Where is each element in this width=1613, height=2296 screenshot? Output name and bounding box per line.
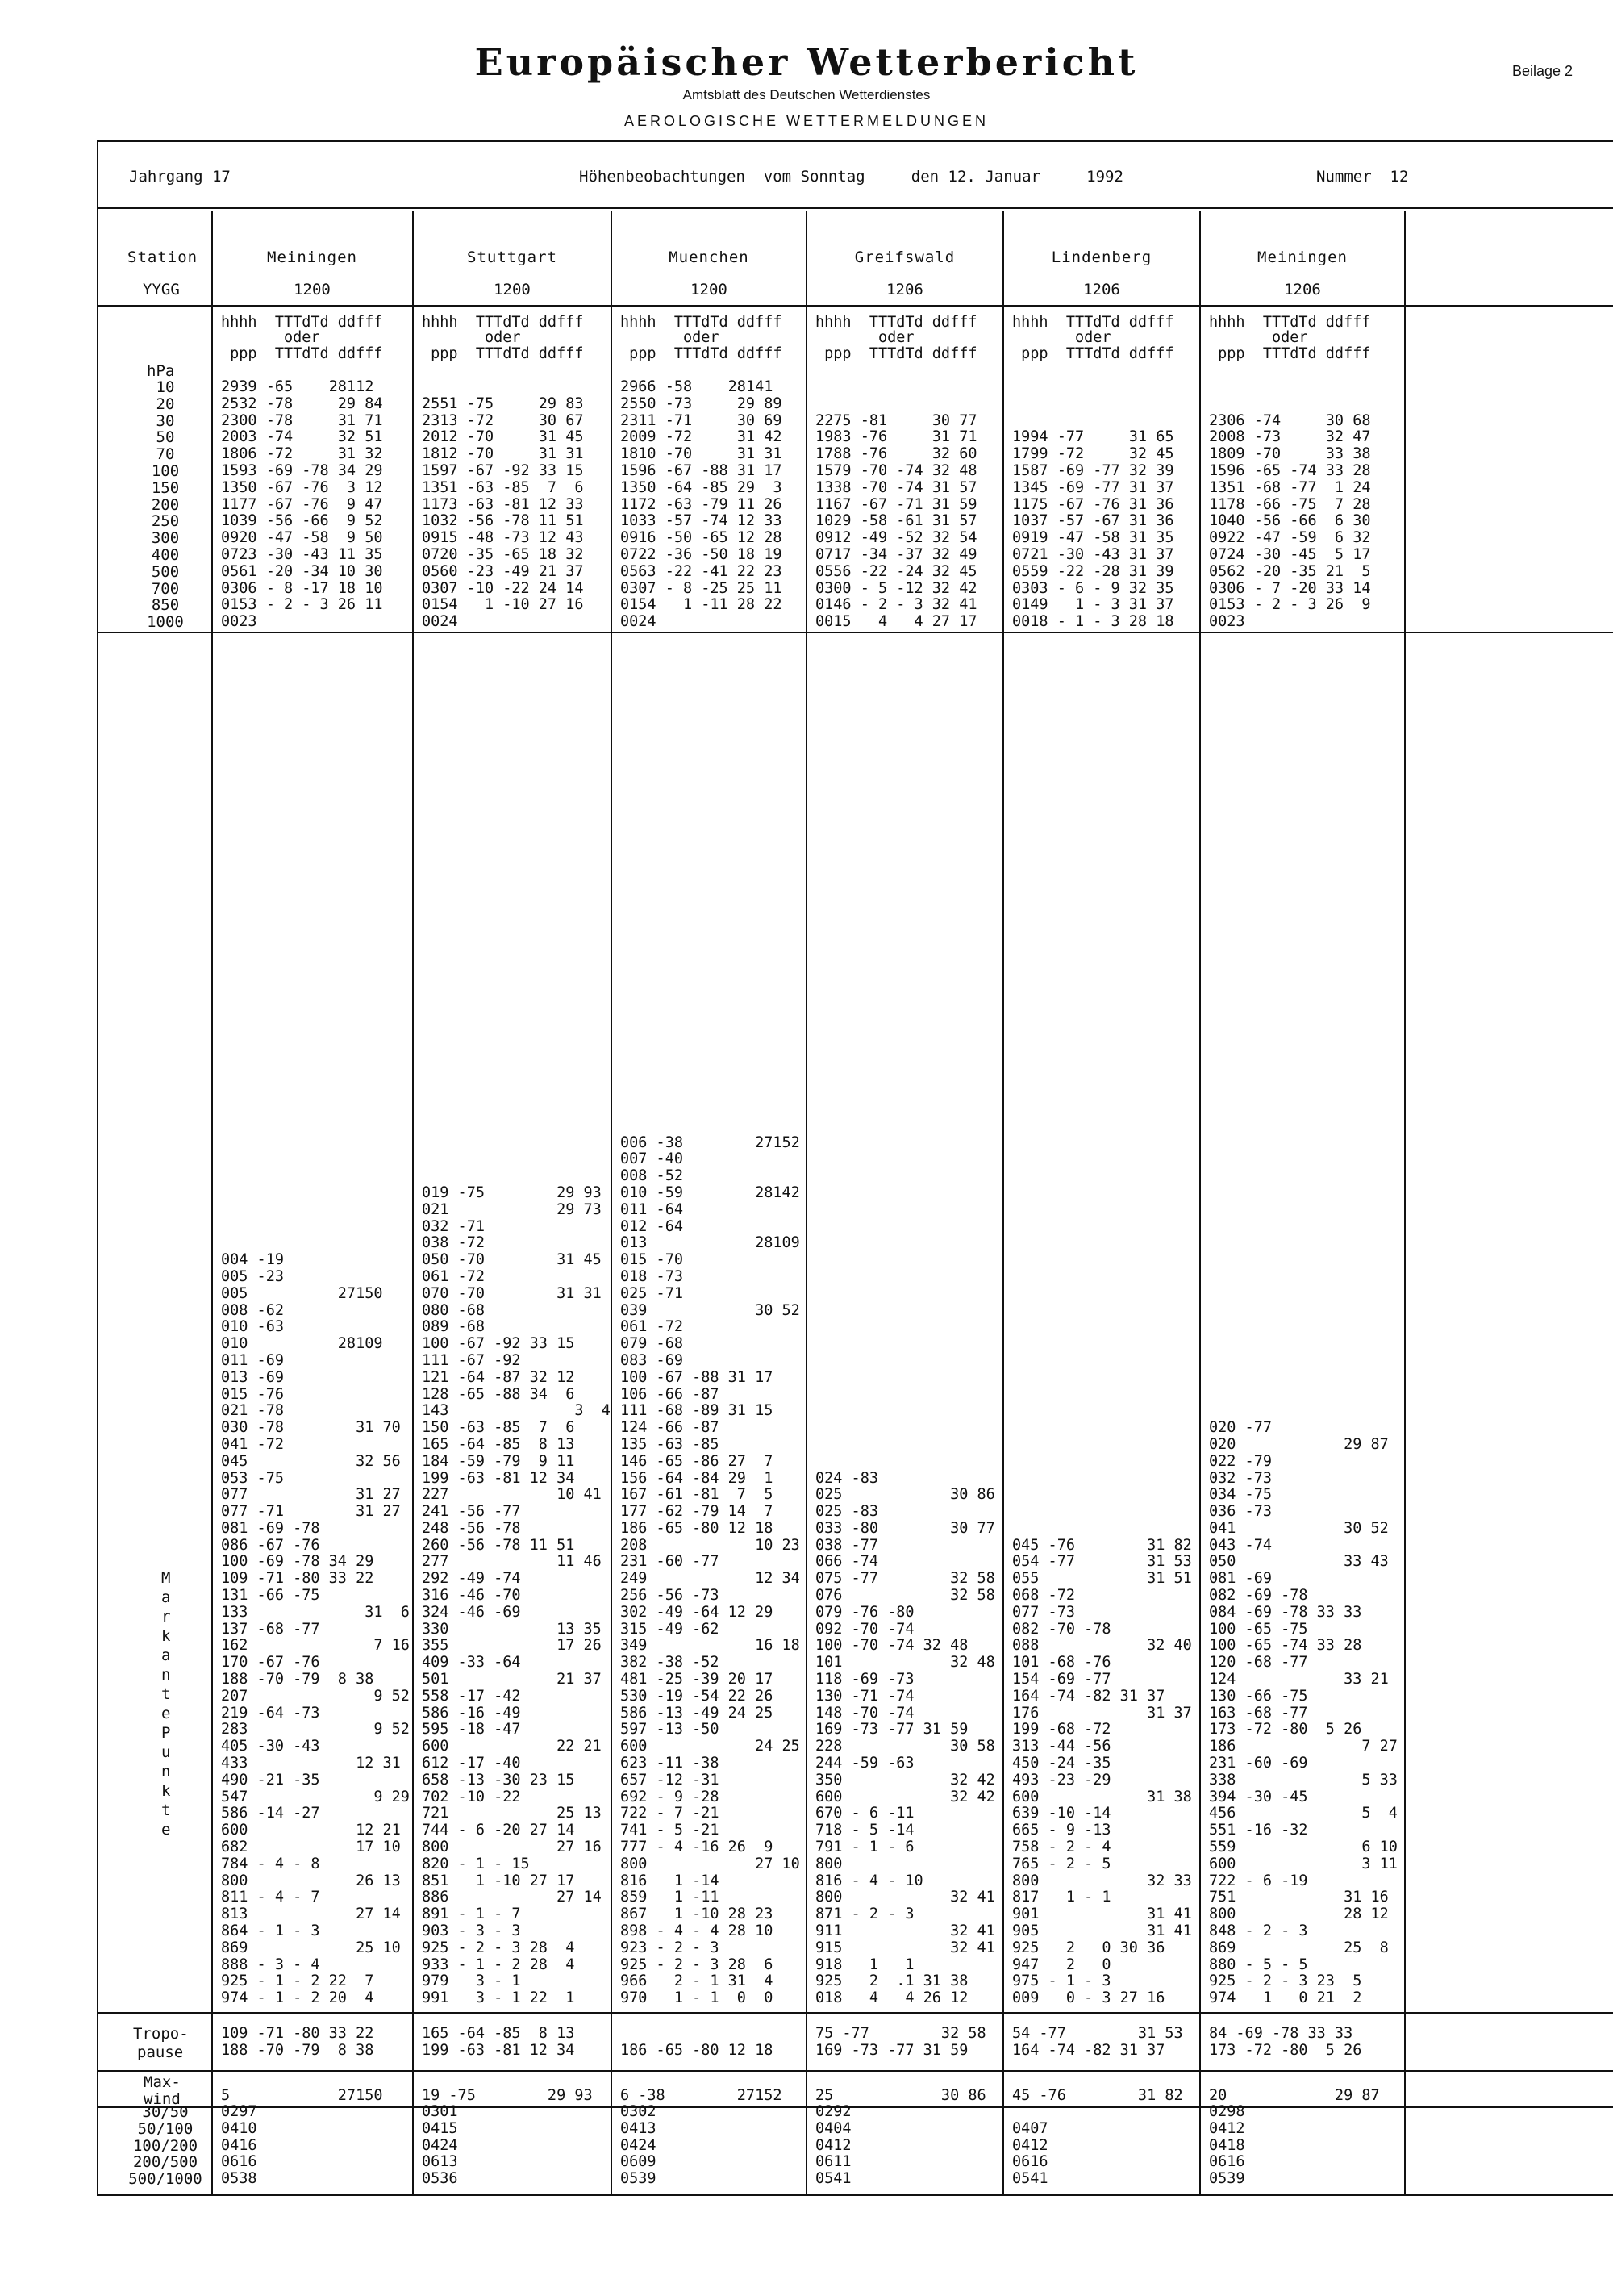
jahrgang: Jahrgang 17	[129, 168, 231, 186]
frame-bottom	[97, 2194, 1613, 2196]
shear-data: 0302 0413 0424 0609 0539	[620, 2103, 656, 2188]
markante-letter: r	[161, 1608, 171, 1626]
column-header-line-3: ppp TTTdTd ddfff	[1012, 345, 1174, 362]
supplement-label: Beilage 2	[1512, 63, 1573, 79]
maxwind-label-1: Max-	[144, 2073, 181, 2091]
document-subtitle: Amtsblatt des Deutschen Wetterdienstes	[682, 87, 931, 102]
observation-date: Höhenbeobachtungen vom Sonntag den 12. Januar 1992	[579, 168, 1123, 186]
col-sep-4	[1002, 211, 1004, 2194]
hdr-divider	[97, 305, 1613, 307]
punkte-letter: t	[161, 1801, 171, 1819]
punkte-letter: u	[161, 1743, 171, 1761]
maxwind-label-2: wind	[144, 2090, 181, 2108]
station-label: Station	[127, 248, 198, 266]
maxwind-data: 25 30 86	[815, 2087, 986, 2104]
col-sep-5	[1199, 211, 1201, 2194]
column-header-line-2: oder	[1209, 329, 1308, 346]
shear-layer-label: 500/1000	[128, 2170, 202, 2189]
column-header-line-3: ppp TTTdTd ddfff	[815, 345, 977, 362]
column-header-line-2: oder	[815, 329, 915, 346]
column-header-line-1: hhhh TTTdTd ddfff	[422, 314, 584, 331]
pressure-level-label: 300	[151, 529, 180, 548]
shear-data: 0407 0412 0616 0541	[1012, 2119, 1048, 2188]
shear-data: 0297 0410 0416 0616 0538	[221, 2103, 257, 2188]
column-header-line-3: ppp TTTdTd ddfff	[221, 345, 383, 362]
pressure-level-label: 10	[156, 378, 175, 396]
pressure-level-label: 700	[151, 579, 180, 598]
shear-data: 0298 0412 0418 0616 0539	[1209, 2103, 1245, 2188]
maxwind-data: 20 29 87	[1209, 2087, 1380, 2104]
pressure-level-label: 70	[156, 445, 175, 464]
station-name: Meiningen	[1257, 248, 1348, 266]
tropopause-data: 165 -64 -85 8 13 199 -63 -81 12 34	[422, 2025, 575, 2059]
pressure-level-label: 200	[151, 495, 180, 514]
station-name: Lindenberg	[1051, 248, 1152, 266]
pressure-level-label: 20	[156, 394, 175, 413]
hpa-label: hPa	[147, 362, 175, 380]
tropopause-label-2: pause	[137, 2043, 184, 2061]
station-name: Muenchen	[669, 248, 749, 266]
tropopause-data: 54 -77 31 53 164 -74 -82 31 37	[1012, 2025, 1183, 2059]
info-divider	[97, 207, 1613, 209]
standard-levels-data: 2966 -58 28141 2550 -73 29 89 2311 -71 30 69 2009 -72 31 42 1810 -70 31 31 1596 -67 -88 31 17 1350 -64 -85 29 3 1172 -63 -79 11 26 1033 -57 -74 12 33 0916 -50 -65 12 28 0722 -36 -50 18 19 0563 -22 -41 22 23 0307 - 8 -25 25 11 0154 1 -11 28 22 0024	[620, 378, 782, 631]
standard-levels-data: 2551 -75 29 83 2313 -72 30 67 2012 -70 31 45 1812 -70 31 31 1597 -67 -92 33 15 1351 -63 -85 7 6 1173 -63 -81 12 33 1032 -56 -78 11 51 0915 -48 -73 12 43 0720 -35 -65 18 32 0560 -23 -49 21 37 0307 -10 -22 24 14 0154 1 -10 27 16 0024	[422, 394, 584, 631]
station-name: Greifswald	[854, 248, 956, 266]
tropopause-label-1: Tropo-	[133, 2025, 189, 2043]
tropopause-data: 109 -71 -80 33 22 188 -70 -79 8 38	[221, 2025, 374, 2059]
yygg-label: YYGG	[143, 281, 180, 298]
station-name: Stuttgart	[467, 248, 557, 266]
document-title: Europäischer Wetterbericht	[474, 40, 1139, 84]
frame-top	[97, 140, 1613, 142]
punkte-letter: k	[161, 1782, 171, 1800]
tropo-divider	[97, 2070, 1613, 2072]
column-header-line-3: ppp TTTdTd ddfff	[422, 345, 584, 362]
punkte-letter: P	[161, 1724, 171, 1742]
sig-divider	[97, 2012, 1613, 2014]
shear-labels	[121, 2104, 210, 2188]
maxwind-divider	[97, 2106, 1613, 2108]
pressure-level-label: 150	[151, 478, 180, 497]
frame-left	[97, 140, 98, 2196]
pressure-level-label: 500	[151, 562, 180, 581]
observation-time: 1200	[690, 281, 727, 298]
shear-data: 0292 0404 0412 0611 0541	[815, 2103, 852, 2188]
column-header-line-2: oder	[620, 329, 719, 346]
tropopause-data: 84 -69 -78 33 33 173 -72 -80 5 26	[1209, 2025, 1362, 2059]
observation-time: 1200	[294, 281, 331, 298]
markante-letter: n	[161, 1666, 171, 1684]
shear-layer-label: 50/100	[137, 2119, 194, 2138]
standard-levels-data: 2939 -65 28112 2532 -78 29 84 2300 -78 31 71 2003 -74 32 51 1806 -72 31 32 1593 -69 -78 34 29 1350 -67 -76 3 12 1177 -67 -76 9 47 1039 -56 -66 9 52 0920 -47 -58 9 50 0723 -30 -43 11 35 0561 -20 -34 10 30 0306 - 8 -17 18 10 0153 - 2 - 3 26 11 0023	[221, 378, 383, 631]
significant-points-data: 045 -76 31 82 054 -77 31 53 055 31 51 068 -72 077 -73 082 -70 -78 088 32 40 101 -68 -76 154 -69 -77 164 -74 -82 31 37 176 31 37 199 -68 -72 313 -44 -56 450 -24 -35 493 -23 -29 600 31 38 639 -10 -14 665 - 9 -13 758 - 2 - 4 765 - 2 - 5 800 32 33 817 1 - 1 901 31 41 905 31 41 925 2 0 30 36 947 2 0 975 - 1 - 3 009 0 - 3 27 16	[1012, 1536, 1192, 2007]
col-sep-2	[611, 211, 612, 2194]
column-header-line-3: ppp TTTdTd ddfff	[620, 345, 782, 362]
significant-points-data: 006 -38 27152 007 -40 008 -52 010 -59 28142 011 -64 012 -64 013 28109 015 -70 018 -73 025 -71 039 30 52 061 -72 079 -68 083 -69 100 -67 -88 31 17 106 -66 -87 111 -68 -89 31 15 124 -66 -87 135 -63 -85 146 -65 -86 27 7 156 -64 -84 29 1 167 -61 -81 7 5 177 -62 -79 14 7 186 -65 -80 12 18 208 10 23 231 -60 -77 249 12 34 256 -56 -73 302 -49 -64 12 29 315 -49 -62 349 16 18 382 -38 -52 481 -25 -39 20 17 530 -19 -54 22 26 586 -13 -49 24 25 597 -13 -50 600 24 25 623 -11 -38 657 -12 -31 692 - 9 -28 722 - 7 -21 741 - 5 -21 777 - 4 -16 26 9 800 27 10 816 1 -14 859 1 -11 867 1 -10 28 23 898 - 4 - 4 28 10 923 - 2 - 3 925 - 2 - 3 28 6 966 2 - 1 31 4 970 1 - 1 0 0	[620, 1133, 800, 2007]
pressure-level-label: 250	[151, 512, 180, 531]
column-header-line-2: oder	[1012, 329, 1111, 346]
shear-layer-label: 100/200	[132, 2136, 198, 2155]
pressure-level-label: 400	[151, 545, 180, 564]
column-header-line-3: ppp TTTdTd ddfff	[1209, 345, 1371, 362]
shear-data: 0301 0415 0424 0613 0536	[422, 2103, 458, 2188]
markante-letter: t	[161, 1685, 171, 1703]
observation-time: 1206	[1083, 281, 1120, 298]
pressure-level-label: 50	[156, 428, 175, 447]
maxwind-data: 6 -38 27152	[620, 2087, 782, 2104]
pressure-level-label: 1000	[147, 613, 184, 632]
pressure-level-label: 850	[151, 596, 180, 615]
column-header-line-1: hhhh TTTdTd ddfff	[1012, 314, 1174, 331]
col-sep-6	[1404, 211, 1406, 2194]
observation-time: 1206	[1284, 281, 1321, 298]
column-header-line-1: hhhh TTTdTd ddfff	[1209, 314, 1371, 331]
punkte-letter: e	[161, 1821, 171, 1839]
tropopause-data: 75 -77 32 58 169 -73 -77 31 59	[815, 2025, 986, 2059]
column-header-line-2: oder	[422, 329, 521, 346]
significant-points-data: 004 -19 005 -23 005 27150 008 -62 010 -63 010 28109 011 -69 013 -69 015 -76 021 -78 030 -78 31 70 041 -72 045 32 56 053 -75 077 31 27 077 -71 31 27 081 -69 -78 086 -67 -76 100 -69 -78 34 29 109 -71 -80 33 22 131 -66 -75 133 31 6 137 -68 -77 162 7 16 170 -67 -76 188 -70 -79 8 38 207 9 52 219 -64 -73 283 9 52 405 -30 -43 433 12 31 490 -21 -35 547 9 29 586 -14 -27 600 12 21 682 17 10 784 - 4 - 8 800 26 13 811 - 4 - 7 813 27 14 864 - 1 - 3 869 25 10 888 - 3 - 4 925 - 1 - 2 22 7 974 - 1 - 2 20 4	[221, 1251, 410, 2007]
standard-levels-data: 2275 -81 30 77 1983 -76 31 71 1788 -76 32 60 1579 -70 -74 32 48 1338 -70 -74 31 57 1167 -67 -71 31 59 1029 -58 -61 31 57 0912 -49 -52 32 54 0717 -34 -37 32 49 0556 -22 -24 32 45 0300 - 5 -12 32 42 0146 - 2 - 3 32 41 0015 4 4 27 17	[815, 411, 977, 631]
significant-points-data: 024 -83 025 30 86 025 -83 033 -80 30 77 038 -77 066 -74 075 -77 32 58 076 32 58 079 -76 -80 092 -70 -74 100 -70 -74 32 48 101 32 48 118 -69 -73 130 -71 -74 148 -70 -74 169 -73 -77 31 59 228 30 58 244 -59 -63 350 32 42 600 32 42 670 - 6 -11 718 - 5 -14 791 - 1 - 6 800 816 - 4 - 10 800 32 41 871 - 2 - 3 911 32 41 915 32 41 918 1 1 925 2 .1 31 38 018 4 4 26 12	[815, 1469, 995, 2007]
pressure-level-label: 30	[156, 411, 175, 430]
issue-number: Nummer 12	[1316, 168, 1409, 186]
observation-time: 1200	[494, 281, 531, 298]
col-sep-1	[412, 211, 414, 2194]
punkte-label	[161, 1723, 170, 1839]
maxwind-data: 19 -75 29 93	[422, 2087, 593, 2104]
significant-points-data: 019 -75 29 93 021 29 73 032 -71 038 -72 050 -70 31 45 061 -72 070 -70 31 31 080 -68 089 -68 100 -67 -92 33 15 111 -67 -92 121 -64 -87 32 12 128 -65 -88 34 6 143 3 4 150 -63 -85 7 6 165 -64 -85 8 13 184 -59 -79 9 11 199 -63 -81 12 34 227 10 41 241 -56 -77 248 -56 -78 260 -56 -78 11 51 277 11 46 292 -49 -74 316 -46 -70 324 -46 -69 330 13 35 355 17 26 409 -33 -64 501 21 37 558 -17 -42 586 -16 -49 595 -18 -47 600 22 21 612 -17 -40 658 -13 -30 23 15 702 -10 -22 721 25 13 744 - 6 -20 27 14 800 27 16 820 - 1 - 15 851 1 -10 27 17 886 27 14 891 - 1 - 7 903 - 3 - 3 925 - 2 - 3 28 4 933 - 1 - 2 28 4 979 3 - 1 991 3 - 1 22 1	[422, 1183, 611, 2007]
standard-levels-data: 2306 -74 30 68 2008 -73 32 47 1809 -70 33 38 1596 -65 -74 33 28 1351 -68 -77 1 24 1178 -66 -75 7 28 1040 -56 -66 6 30 0922 -47 -59 6 32 0724 -30 -45 5 17 0562 -20 -35 21 5 0306 - 7 -20 33 14 0153 - 2 - 3 26 9 0023	[1209, 411, 1371, 631]
shear-layer-label: 30/50	[142, 2103, 189, 2121]
maxwind-data: 5 27150	[221, 2087, 383, 2104]
markante-letter: M	[161, 1569, 171, 1587]
markante-letter: k	[161, 1627, 171, 1645]
markante-letter: a	[161, 1588, 171, 1606]
maxwind-data: 45 -76 31 82	[1012, 2087, 1183, 2104]
shear-layer-label: 200/500	[132, 2153, 198, 2172]
observation-time: 1206	[886, 281, 923, 298]
punkte-letter: n	[161, 1763, 171, 1780]
column-header-line-1: hhhh TTTdTd ddfff	[815, 314, 977, 331]
column-header-line-1: hhhh TTTdTd ddfff	[221, 314, 383, 331]
markante-letter: e	[161, 1705, 171, 1722]
section-title: AEROLOGISCHE WETTERMELDUNGEN	[623, 113, 990, 129]
markante-label	[161, 1568, 170, 1723]
column-header-line-1: hhhh TTTdTd ddfff	[620, 314, 782, 331]
pressure-level-label: 100	[151, 461, 180, 480]
station-name: Meiningen	[267, 248, 357, 266]
standard-levels-data: 1994 -77 31 65 1799 -72 32 45 1587 -69 -77 32 39 1345 -69 -77 31 37 1175 -67 -76 31 36 1037 -57 -67 31 36 0919 -47 -58 31 35 0721 -30 -43 31 37 0559 -22 -28 31 39 0303 - 6 - 9 32 35 0149 1 - 3 31 37 0018 - 1 - 3 28 18	[1012, 428, 1174, 631]
column-header-line-2: oder	[221, 329, 320, 346]
col-sep-0	[211, 211, 213, 2194]
std-divider	[97, 632, 1613, 633]
level-labels	[121, 379, 210, 631]
significant-points-data: 020 -77 020 29 87 022 -79 032 -73 034 -75 036 -73 041 30 52 043 -74 050 33 43 081 -69 082 -69 -78 084 -69 -78 33 33 100 -65 -75 100 -65 -74 33 28 120 -68 -77 124 33 21 130 -66 -75 163 -68 -77 173 -72 -80 5 26 186 7 27 231 -60 -69 338 5 33 394 -30 -45 456 5 4 551 -16 -32 559 6 10 600 3 11 722 - 6 -19 751 31 16 800 28 12 848 - 2 - 3 869 25 8 880 - 5 - 5 925 - 2 - 3 23 5 974 1 0 21 2	[1209, 1419, 1398, 2007]
tropopause-data: 186 -65 -80 12 18	[620, 2041, 773, 2059]
col-sep-3	[806, 211, 807, 2194]
markante-letter: a	[161, 1647, 171, 1664]
